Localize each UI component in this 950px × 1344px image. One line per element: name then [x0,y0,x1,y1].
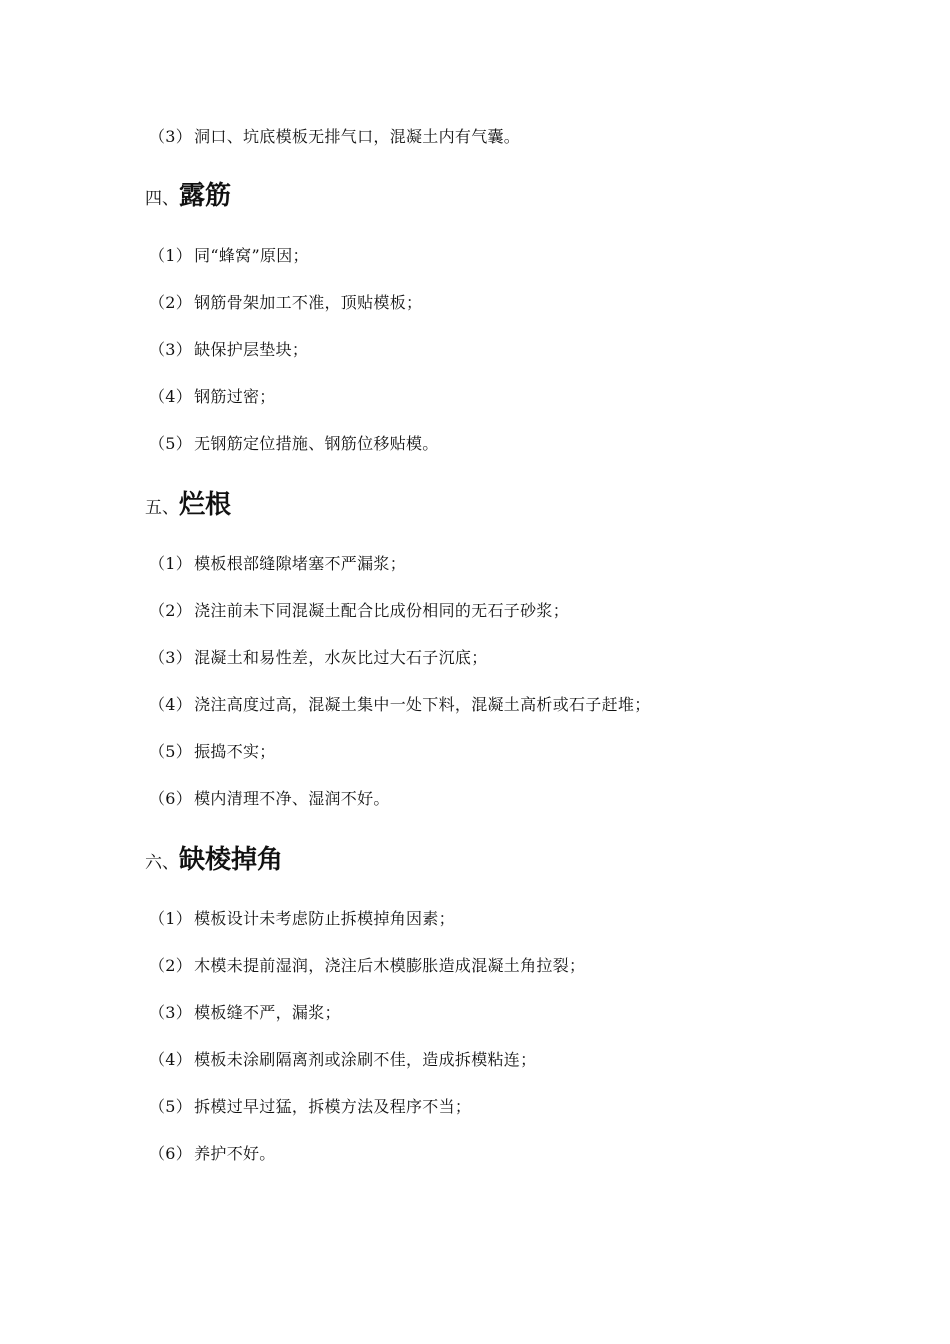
list-item [149,1143,276,1165]
section-title: 缺棱掉角 [179,845,284,875]
section-number: 五、 [145,498,179,518]
item-text: 钢筋骨架加工不准，顶贴模板； [194,293,423,312]
item-text: 无钢筋定位措施、钢筋位移贴模。 [194,434,439,453]
list-item [149,908,455,930]
list-item [149,292,422,314]
item-text: 拆模过早过猛，拆模方法及程序不当； [194,1097,472,1116]
item-text: 浇注高度过高，混凝土集中一处下料，混凝土高析或石子赶堆； [194,695,651,714]
item-text: 混凝土和易性差，水灰比过大石子沉底； [194,648,488,667]
list-item [149,788,390,810]
item-text: 模板未涂刷隔离剂或涂刷不佳，造成拆模粘连； [194,1050,537,1069]
list-item [149,600,569,622]
item-text: 养护不好。 [194,1144,276,1163]
item-number: （1） [149,909,193,928]
list-item [149,386,276,408]
list-item [149,339,308,361]
item-number: （3） [149,127,193,146]
list-item [149,553,406,575]
item-number: （5） [149,742,193,761]
list-item [149,741,276,763]
item-text: 木模未提前湿润，浇注后木模膨胀造成混凝土角拉裂； [194,956,586,975]
item-number: （1） [149,246,193,265]
item-number: （4） [149,387,193,406]
item-text: 洞口、坑底模板无排气口，混凝土内有气囊。 [194,127,521,146]
item-text: 钢筋过密； [194,387,276,406]
item-text: 浇注前未下同混凝土配合比成份相同的无石子砂浆； [194,601,569,620]
list-item [149,955,585,977]
item-text: 缺保护层垫块； [194,340,309,359]
item-number: （4） [149,1050,193,1069]
section-heading [145,178,231,217]
list-item [149,1049,536,1071]
item-number: （4） [149,695,193,714]
list-item [149,1002,341,1024]
item-text: 模板缝不严，漏浆； [194,1003,341,1022]
section-number: 四、 [145,189,179,209]
item-number: （6） [149,789,193,808]
item-number: （2） [149,601,193,620]
item-number: （5） [149,1097,193,1116]
item-number: （6） [149,1144,193,1163]
item-number: （3） [149,1003,193,1022]
list-item [149,1096,471,1118]
list-item [149,694,651,716]
section-number: 六、 [145,853,179,873]
section-heading [145,842,283,881]
section-heading [145,487,231,526]
item-text: 模板设计未考虑防止拆模掉角因素； [194,909,455,928]
item-text: 模板根部缝隙堵塞不严漏浆； [194,554,406,573]
list-item [149,126,520,148]
section-title: 烂根 [179,490,232,520]
item-text: 模内清理不净、湿润不好。 [194,789,390,808]
list-item [149,433,439,455]
list-item [149,647,488,669]
item-number: （2） [149,293,193,312]
item-number: （3） [149,648,193,667]
item-number: （2） [149,956,193,975]
item-number: （1） [149,554,193,573]
item-number: （5） [149,434,193,453]
section-title: 露筋 [179,181,232,211]
item-number: （3） [149,340,193,359]
list-item [149,245,309,267]
item-text: 同“蜂窝”原因； [194,246,309,265]
item-text: 振捣不实； [194,742,276,761]
